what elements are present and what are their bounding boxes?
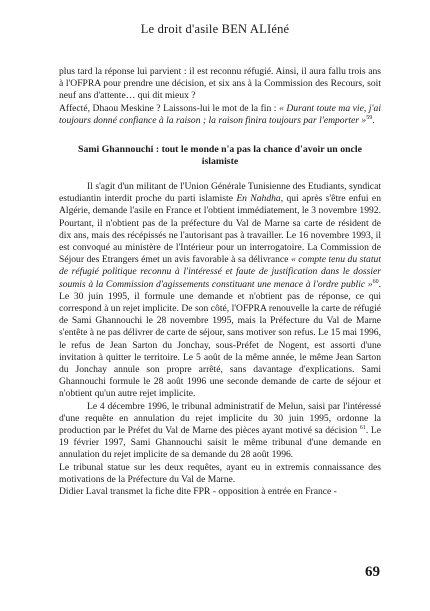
paragraph-text: . Le 19 février 1997, Sami Ghannouchi saisit le même tribunal d'une demande en annulation du rejet implicite de sa demande du 28 août 1996. <box>59 425 382 461</box>
footnote-ref: 61 <box>359 424 366 431</box>
footnote-ref: 59 <box>366 114 373 121</box>
quotation: « Durant toute ma vie, j'ai toujours donné confiance à la raison ; la raison finira toujours par l'emporter » <box>59 102 381 126</box>
closing-quote-paragraph <box>59 103 381 127</box>
quotation: « compte tenu du statut de réfugié politique reconnu à l'intéressé et faute de justification dans le dossier soumis à la Commission d'agissements constituant une menace à l'ordre public » <box>59 254 381 290</box>
body-paragraph: Didier Laval transmet la fiche dite FPR - opposition à entrée en France - <box>59 486 337 498</box>
page-number: 69 <box>365 564 380 580</box>
intro-text <box>59 66 381 127</box>
party-name: En Nahdha <box>236 193 281 205</box>
paragraph-text: . <box>372 114 375 126</box>
section-heading: Sami Ghannouchi : tout le monde n'a pas la chance d'avoir un oncle islamiste <box>78 144 362 168</box>
footnote-ref: 60 <box>372 278 379 285</box>
body-paragraph: Le tribunal statue sur les deux requêtes, ayant eu in extremis connaissance des motivations de la Préfecture du Val de Marne. <box>59 461 381 485</box>
paragraph-text: Il s'agit d'un militant de l'Union Générale Tunisienne des Etudiants, syndicat estudiantin interdit proche du parti islamiste <box>59 181 381 205</box>
body-paragraph <box>59 401 381 462</box>
paragraph-text: . Le 30 juin 1995, il formule une demande et n'obtient pas de réponse, ce qui correspond à un rejet implicite. De son côté, l'OFPRA renouvelle la carte de réfugié de Sami Ghannouchi le 28 novembre 1995, mais la Préfecture du Val de Marne s'entête à ne pas délivrer de carte de séjour, sans motiver son refus. Le 15 mai 1996, le refus de Jean Sarton du Jonchay, sous-Préfet de Nogent, est assorti d'une invitation à quitter le territoire. Le 5 août de la même année, le même Jean Sarton du Jonchay annule son propre arrêté, sans davantage d'explications. Sami Ghannouchi formule le 28 août 1996 une seconde demande de carte de séjour et n'obtient qu'un autre rejet implicite. <box>59 278 381 400</box>
section-body <box>59 181 381 498</box>
body-paragraph <box>59 181 381 401</box>
intro-paragraph: plus tard la réponse lui parvient : il est reconnu réfugié. Ainsi, il aura fallu trois ans à l'OFPRA pour prendre une décision, et six ans à la Commission des Recours, soit neuf ans d'attente… qui dit mieux ? <box>59 66 381 102</box>
paragraph-text: , qui après s'être enfui en Algérie, demande l'asile en France et l'obtient immédiatement, le 3 novembre 1992. Pourtant, il n'obtient pas de la préfecture du Val de Marne sa carte de résident de dix ans, mais des récépissés ne l'autorisant pas à travailler. Le 16 novembre 1993, il est convoqué au ministère de l'Intérieur pour un interrogatoire. La Commission de Séjour des Etrangers émet un avis favorable à sa délivrance <box>59 193 381 266</box>
running-header: Le droit d'asile BEN ALIéné <box>140 22 290 36</box>
paragraph-text: Affecté, Dhaou Meskine ? Laissons-lui le mot de la fin : <box>59 102 280 114</box>
paragraph-text: Le 4 décembre 1996, le tribunal administratif de Melun, saisi par l'intéressé d'une requête en annulation du rejet implicite du 30 juin 1995, ordonne la production par le Préfet du Val de Marne des pièces ayant motivé sa décision <box>59 400 381 437</box>
